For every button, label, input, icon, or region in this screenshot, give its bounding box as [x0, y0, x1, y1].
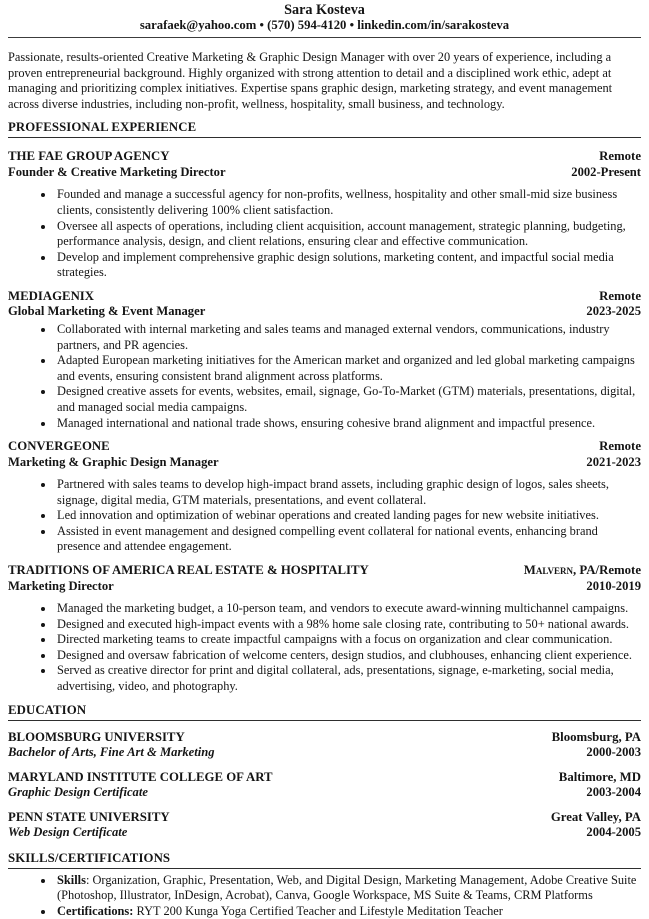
- degree-name: Web Design Certificate: [8, 825, 128, 840]
- skills-label: Skills: [57, 872, 86, 887]
- school-header-row: [8, 770, 641, 786]
- bullet-item: • Designed creative assets for events, websites, email, signage, Go-To-Market (GTM) materials, presentations, digital, and managed social media campaigns.: [55, 384, 641, 415]
- person-name: Sara Kosteva: [284, 2, 365, 18]
- job-location: Remote: [599, 288, 641, 303]
- bullet-item: • Assisted in event management and designed compelling event collateral for national events, enhancing brand presence and attendee engagement.: [55, 524, 641, 555]
- job-header-row: [8, 439, 641, 455]
- job-entry: [8, 439, 641, 555]
- job-dates: 2021-2023: [586, 454, 641, 469]
- job-entry: [8, 149, 641, 281]
- job-title: Global Marketing & Event Manager: [8, 304, 206, 319]
- bullet-item: • Collaborated with internal marketing and sales teams and managed external vendors, communications, industry partners, and PR agencies.: [55, 322, 641, 353]
- company-name: MEDIAGENIX: [8, 288, 95, 303]
- school-dates: 2003-2004: [586, 785, 641, 800]
- company-name: THE FAE GROUP AGENCY: [8, 149, 170, 164]
- job-bullet-list: [8, 187, 641, 281]
- school-dates: 2004-2005: [586, 825, 641, 840]
- bullet-item: • Adapted European marketing initiatives for the American market and organized and led global marketing campaigns and events, ensuring consistent brand alignment across platforms.: [55, 353, 641, 384]
- job-header-row: [8, 149, 641, 165]
- skills-item: [55, 873, 641, 904]
- school-header-row: [8, 730, 641, 746]
- job-title: Marketing Director: [8, 578, 114, 593]
- bullet-item: • Develop and implement comprehensive graphic design solutions, marketing content, and impactful social media strategies.: [55, 250, 641, 281]
- education-entry: [8, 770, 641, 801]
- section-title-skills: SKILLS/CERTIFICATIONS: [8, 851, 641, 869]
- bullet-item: • Oversee all aspects of operations, including client acquisition, account management, strategic planning, budgeting, performance analysis, design, and client relations, ensuring clear and effective communication.: [55, 219, 641, 250]
- job-dates: 2002-Present: [571, 164, 641, 179]
- bullet-item: • Partnered with sales teams to develop high-impact brand assets, including graphic design of logos, sales sheets, signage, digital media, GTM materials, presentations, and event collateral.: [55, 477, 641, 508]
- education-entry: [8, 730, 641, 761]
- job-bullet-list: [8, 601, 641, 695]
- job-subheader-row: [8, 579, 641, 595]
- skills-text: : Organization, Graphic, Presentation, Web, and Digital Design, Marketing Management, Adobe Creative Suite (Photoshop, Illustrator, InDesign, Acrobat), Canva, Google Workspace, MS Suite & Teams, CRM Platforms: [57, 872, 637, 903]
- job-entry: [8, 289, 641, 431]
- school-subheader-row: [8, 745, 641, 761]
- job-title: Founder & Creative Marketing Director: [8, 164, 226, 179]
- job-header-row: [8, 289, 641, 305]
- school-name: PENN STATE UNIVERSITY: [8, 809, 170, 824]
- job-header-row: [8, 563, 641, 579]
- job-location-city: Malvern: [523, 563, 574, 578]
- job-location: [524, 563, 641, 579]
- summary-paragraph: Passionate, results-oriented Creative Marketing & Graphic Design Manager with over 20 years of experience, including a proven entrepreneurial background. Highly organized with strong attention to detail and a disciplined work ethic, adept at managing and prioritizing complex initiatives. Expertise spans graphic design, marketing strategy, and event management across diverse industries, including non-profit, wellness, hospitality, small business, and technology.: [8, 50, 613, 111]
- degree-name: Bachelor of Arts, Fine Art & Marketing: [8, 745, 215, 760]
- bullet-item: • Founded and manage a successful agency for non-profits, wellness, hospitality and other small-mid size business clients, consistently delivering 100% client satisfaction.: [55, 187, 641, 218]
- school-subheader-row: [8, 825, 641, 841]
- certifications-label: Certifications:: [57, 903, 134, 918]
- company-name: CONVERGEONE: [8, 439, 110, 454]
- bullet-item: • Managed international and national trade shows, ensuring cohesive brand alignment and impactful presence.: [55, 416, 641, 432]
- school-location: Baltimore, MD: [558, 769, 641, 784]
- bullet-item: • Directed marketing teams to create impactful campaigns with a focus on organization and clear communication.: [55, 632, 641, 648]
- education-entry: [8, 810, 641, 841]
- bullet-item: • Designed and oversaw fabrication of welcome centers, design studios, and clubhouses, enhancing client experience.: [55, 648, 641, 664]
- school-header-row: [8, 810, 641, 826]
- job-dates: 2023-2025: [586, 304, 641, 319]
- job-bullet-list: [8, 477, 641, 555]
- certifications-item: [55, 904, 641, 919]
- bullet-item: • Led innovation and optimization of webinar operations and created landing pages for new website initiatives.: [55, 508, 641, 524]
- job-location: Remote: [599, 149, 641, 164]
- section-title-education: EDUCATION: [8, 703, 641, 721]
- school-location: Great Valley, PA: [550, 809, 641, 824]
- contact-line: sarafaek@yahoo.com • (570) 594-4120 • linkedin.com/in/sarakosteva: [139, 18, 510, 32]
- job-dates: 2010-2019: [586, 578, 641, 593]
- job-subheader-row: [8, 304, 641, 320]
- header-divider: [8, 37, 641, 38]
- bullet-item: • Served as creative director for print and digital collateral, ads, presentations, signage, e-marketing, social media, advertising, video, and photography.: [55, 663, 641, 694]
- skills-list: [8, 873, 641, 919]
- job-entry: [8, 563, 641, 695]
- section-title-experience: PROFESSIONAL EXPERIENCE: [8, 120, 641, 138]
- school-name: MARYLAND INSTITUTE COLLEGE OF ART: [8, 769, 273, 784]
- school-name: BLOOMSBURG UNIVERSITY: [8, 729, 185, 744]
- certifications-text: RYT 200 Kunga Yoga Certified Teacher and Lifestyle Meditation Teacher: [133, 903, 503, 918]
- job-bullet-list: [8, 322, 641, 431]
- job-subheader-row: [8, 165, 641, 181]
- company-name: TRADITIONS OF AMERICA REAL ESTATE & HOSPITALITY: [8, 563, 369, 578]
- bullet-item: • Designed and executed high-impact events with a 98% home sale closing rate, contributing to 50+ national awards.: [55, 617, 641, 633]
- job-location-rest: , PA/Remote: [573, 563, 641, 578]
- degree-name: Graphic Design Certificate: [8, 785, 148, 800]
- job-location: Remote: [599, 439, 641, 454]
- school-subheader-row: [8, 785, 641, 801]
- school-location: Bloomsburg, PA: [551, 729, 641, 744]
- job-subheader-row: [8, 455, 641, 471]
- school-dates: 2000-2003: [586, 745, 641, 760]
- bullet-item: • Managed the marketing budget, a 10-person team, and vendors to execute award-winning multichannel campaigns.: [55, 601, 641, 617]
- job-title: Marketing & Graphic Design Manager: [8, 454, 219, 469]
